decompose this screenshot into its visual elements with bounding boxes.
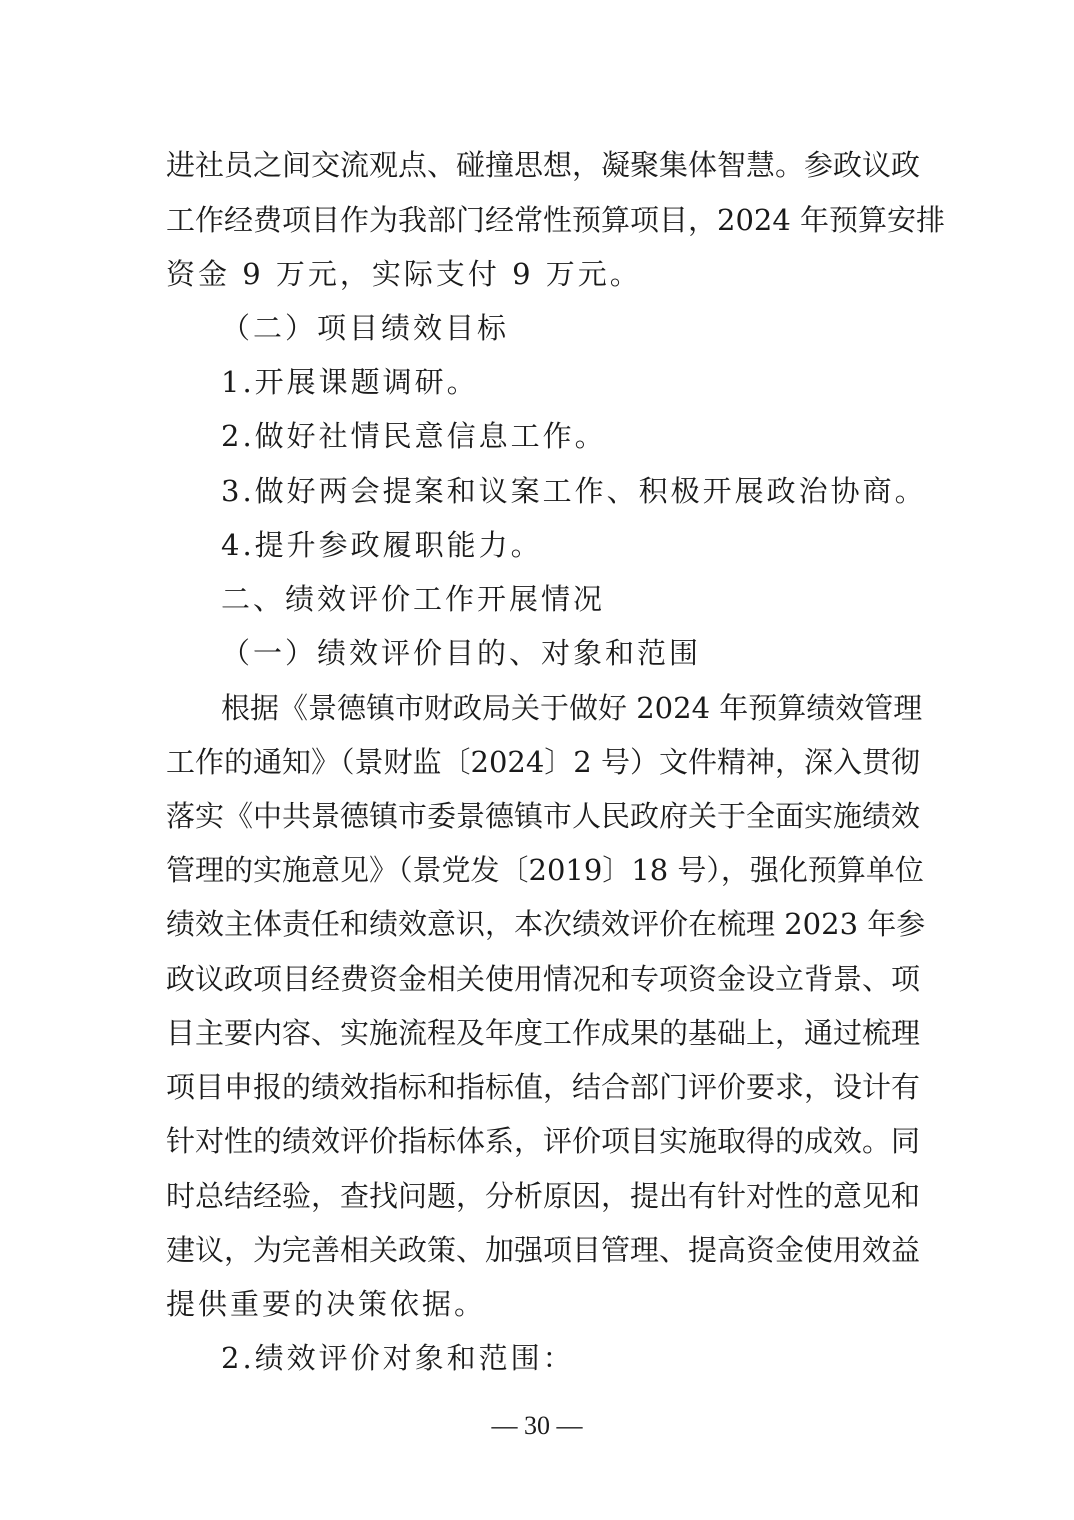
- body-text-line: 项目申报的绩效指标和指标值，结合部门评价要求，设计有: [166, 1070, 921, 1104]
- body-text-line: 针对性的绩效评价指标体系，评价项目实施取得的成效。同: [166, 1124, 921, 1158]
- body-text-line: 工作的通知》（景财监〔2024〕2 号）文件精神，深入贯彻: [166, 745, 920, 779]
- body-text-line: 落实《中共景德镇市委景德镇市人民政府关于全面实施绩效: [166, 799, 921, 833]
- page-number: — 30 —: [491, 1411, 583, 1440]
- section-heading: 二、绩效评价工作开展情况: [221, 582, 606, 616]
- body-text-line: 管理的实施意见》（景党发〔2019〕18 号），强化预算单位: [166, 853, 924, 887]
- list-item: 2.做好社情民意信息工作。: [221, 419, 607, 453]
- list-item: 1.开展课题调研。: [221, 365, 479, 399]
- body-text-line: 工作经费项目作为我部门经常性预算项目，2024 年预算安排: [166, 203, 946, 237]
- body-text-line: 进社员之间交流观点、碰撞思想，凝聚集体智慧。参政议政: [166, 148, 921, 182]
- body-text-line: 目主要内容、实施流程及年度工作成果的基础上，通过梳理: [166, 1016, 921, 1050]
- body-text-line: 资金 9 万元，实际支付 9 万元。: [166, 257, 642, 291]
- body-text-line: 政议政项目经费资金相关使用情况和专项资金设立背景、项: [166, 962, 921, 996]
- section-heading: （一）绩效评价目的、对象和范围: [221, 636, 702, 670]
- body-text-line: 提供重要的决策依据。: [166, 1287, 487, 1321]
- list-item: 3.做好两会提案和议案工作、积极开展政治协商。: [221, 474, 927, 508]
- list-item: 2.绩效评价对象和范围：: [221, 1341, 575, 1375]
- section-heading: （二）项目绩效目标: [221, 311, 510, 345]
- list-item: 4.提升参政履职能力。: [221, 528, 543, 562]
- body-text-line: 绩效主体责任和绩效意识，本次绩效评价在梳理 2023 年参: [166, 907, 926, 941]
- body-text-line: 时总结经验，查找问题，分析原因，提出有针对性的意见和: [166, 1179, 921, 1213]
- body-text-line: 建议，为完善相关政策、加强项目管理、提高资金使用效益: [166, 1233, 921, 1267]
- body-text-line: 根据《景德镇市财政局关于做好 2024 年预算绩效管理: [221, 691, 923, 725]
